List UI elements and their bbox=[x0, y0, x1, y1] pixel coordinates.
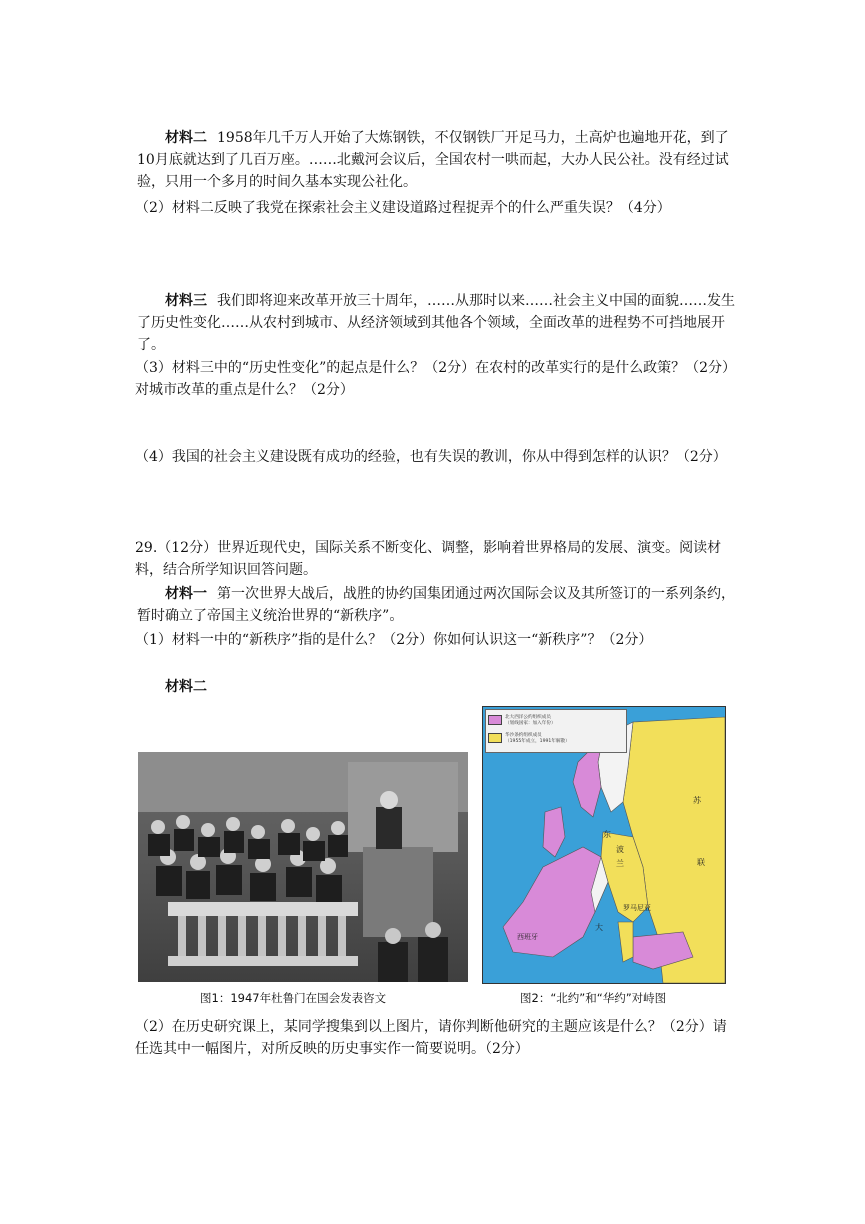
q28-material-2-text: 1958年几千万人开始了大炼钢铁，不仅钢铁厂开足马力，土高炉也遍地开花，到了10月底就达到了几百万座。……北戴河会议后，全国农村一哄而起，大办人民公社。没有经过试验，只用一个多月的时间久基本实现公社化。 bbox=[137, 130, 729, 190]
map-label-da: 大 bbox=[595, 923, 603, 932]
q28-material-3 bbox=[137, 290, 737, 356]
figure-1-caption: 图1：1947年杜鲁门在国会发表咨文 bbox=[200, 991, 387, 1005]
map-label-lian: 联 bbox=[697, 858, 705, 867]
map-label-dong: 东 bbox=[603, 830, 611, 839]
q28-material-3-text: 我们即将迎来改革开放三十周年，……从那时以来……社会主义中国的面貌……发生了历史性变化……从农村到城市、从经济领域到其他各个领域，全面改革的进程势不可挡地展开了。 bbox=[137, 293, 735, 353]
legend-warsaw-note: （1955年成立，1991年解散） bbox=[505, 739, 570, 744]
q28-material-2 bbox=[137, 127, 737, 193]
figure-2-caption: 图2：“北约”和“华约”对峙图 bbox=[520, 991, 667, 1005]
q29-question-2: （2）在历史研究课上，某同学搜集到以上图片，请你判断他研究的主题应该是什么？（2分）请任选其中一幅图片，对所反映的历史事实作一简要说明。（2分） bbox=[135, 1019, 727, 1057]
q29-material-1-text: 第一次世界大战后，战胜的协约国集团通过两次国际会议及其所签订的一系列条约，暂时确立了帝国主义统治世界的“新秩序”。 bbox=[137, 586, 735, 624]
q29-material-1 bbox=[137, 583, 737, 627]
map-label-romania: 罗马尼亚 bbox=[623, 904, 651, 912]
warsaw-swatch bbox=[488, 733, 502, 743]
legend-nato-text: 北大西洋公约组织成员 bbox=[505, 715, 551, 720]
legend-warsaw-text: 华沙条约组织成员 bbox=[505, 733, 542, 738]
map-label-su: 苏 bbox=[693, 796, 701, 805]
q28-question-2: （2）材料二反映了我党在探索社会主义建设道路过程捉弄个的什么严重失误？（4分） bbox=[135, 200, 671, 216]
q29-intro: 29.（12分）世界近现代史，国际关系不断变化、调整，影响着世界格局的发展、演变。阅读材料，结合所学知识回答问题。 bbox=[135, 540, 722, 578]
q28-question-3: （3）材料三中的“历史性变化”的起点是什么？（2分）在农村的改革实行的是什么政策？（2分）对城市改革的重点是什么？（2分） bbox=[135, 360, 730, 398]
map-legend bbox=[485, 709, 627, 753]
map-label-lan: 兰 bbox=[616, 859, 624, 868]
q28-question-4: （4）我国的社会主义建设既有成功的经验，也有失误的教训，你从中得到怎样的认识？（2分） bbox=[135, 449, 727, 465]
legend-warsaw bbox=[505, 732, 570, 744]
map-label-spain: 西班牙 bbox=[517, 933, 538, 941]
nato-warsaw-map bbox=[482, 706, 726, 984]
nato-swatch bbox=[488, 715, 502, 725]
truman-congress-photo bbox=[138, 752, 468, 982]
q29-material-2-label: 材料二 bbox=[165, 679, 207, 695]
legend-nato-note: （划线国家：加入年份） bbox=[505, 721, 556, 726]
legend-nato bbox=[505, 714, 556, 726]
q28-material-2-label: 材料二 bbox=[165, 130, 207, 146]
q28-material-3-label: 材料三 bbox=[165, 293, 207, 309]
q29-question-1: （1）材料一中的“新秩序”指的是什么？（2分）你如何认识这一“新秩序”？（2分） bbox=[135, 632, 653, 648]
map-label-bo: 波 bbox=[616, 845, 624, 854]
photo-illustration bbox=[138, 752, 468, 982]
q29-material-1-label: 材料一 bbox=[165, 586, 207, 602]
